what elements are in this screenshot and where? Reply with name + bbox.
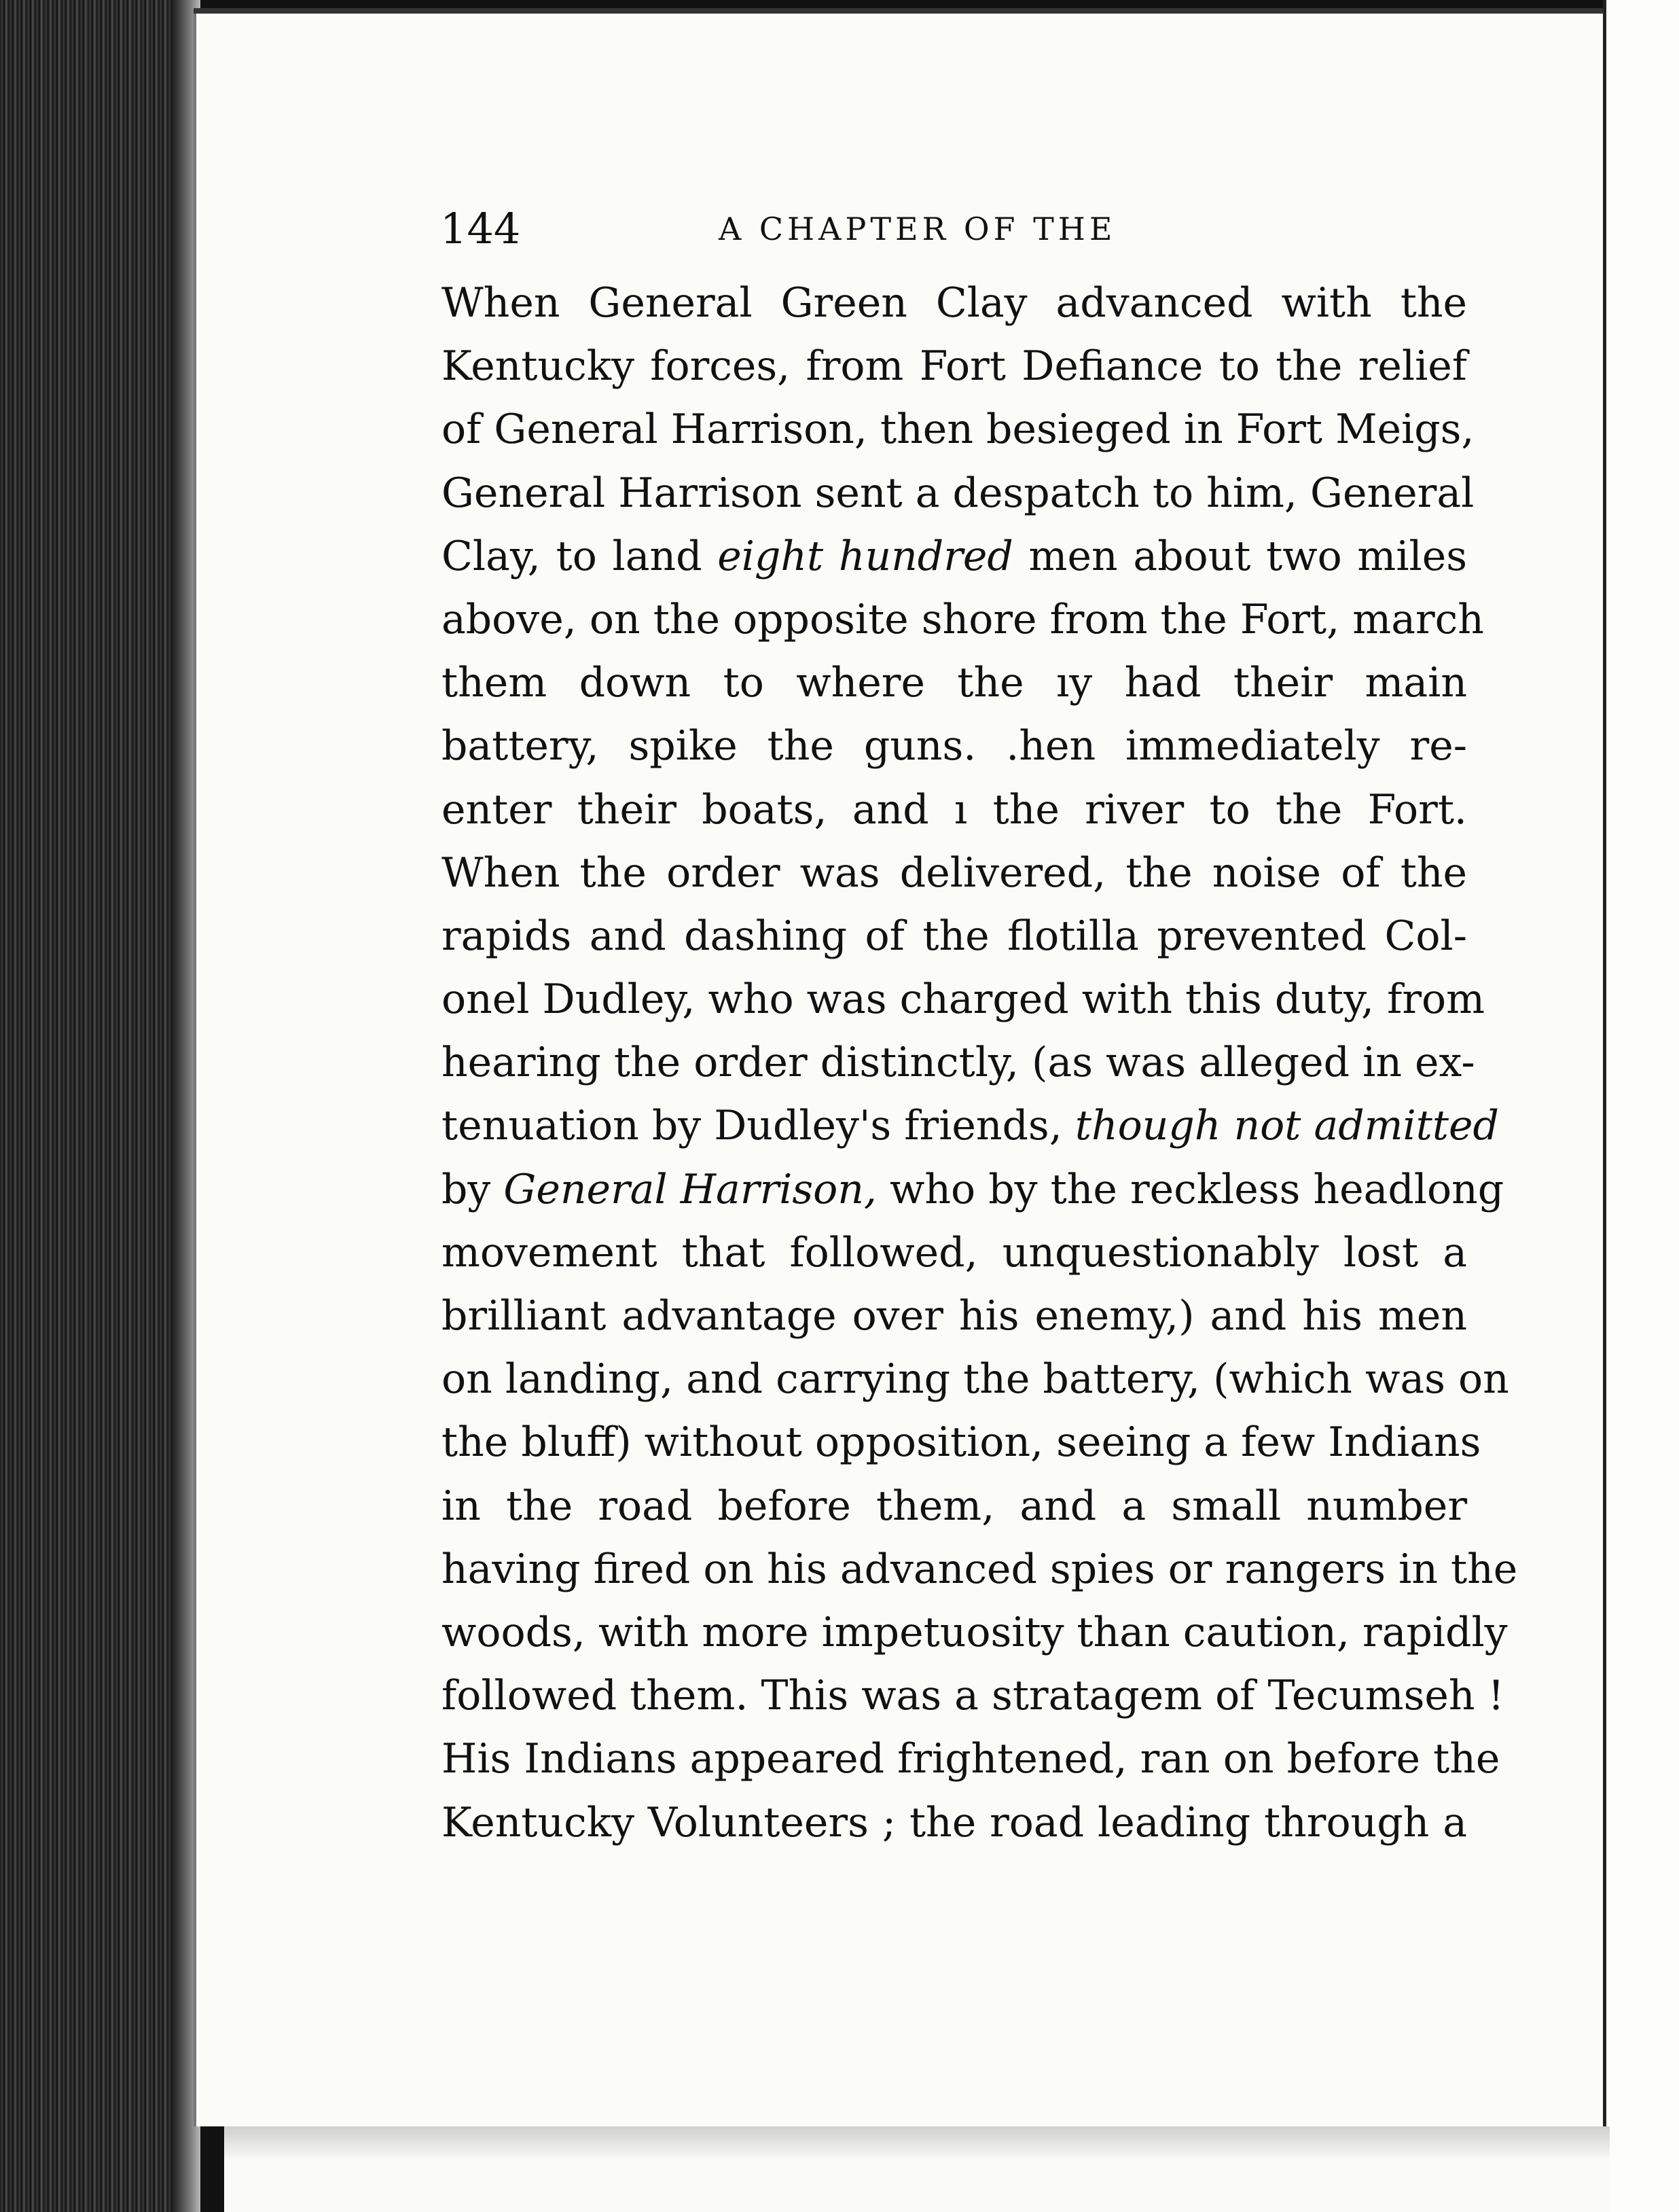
text-line: woods, with more impetuosity than caution, rapidly bbox=[441, 1608, 1508, 1656]
text-line: When General Green Clay advanced with the bbox=[441, 279, 1467, 327]
text-line: movement that followed, unquestionably lost a bbox=[441, 1228, 1467, 1277]
page-header bbox=[440, 204, 1187, 258]
italic-text: though not admitted bbox=[1075, 1102, 1499, 1150]
text-line: onel Dudley, who was charged with this duty, from bbox=[441, 976, 1485, 1024]
text-line: on landing, and carrying the battery, (which was on bbox=[441, 1355, 1509, 1404]
text-line: the bluff) without opposition, seeing a few Indians bbox=[441, 1419, 1481, 1467]
body-text bbox=[441, 272, 1518, 1855]
italic-text: eight hundred bbox=[717, 532, 1013, 580]
text-line: followed them. This was a stratagem of Tecumseh ! bbox=[441, 1672, 1504, 1720]
text-line: enter their boats, and ı the river to the Fort. bbox=[441, 785, 1467, 834]
text-line: them down to where the ıy had their main bbox=[441, 659, 1467, 707]
text-line: Clay, to land eight hundred men about two miles bbox=[441, 532, 1467, 580]
book-gutter bbox=[0, 0, 190, 2212]
text-line: in the road before them, and a small number bbox=[441, 1482, 1467, 1530]
running-head: A CHAPTER OF THE bbox=[719, 211, 1117, 247]
text-line: rapids and dashing of the flotilla prevented Col- bbox=[441, 912, 1467, 960]
text-line: General Harrison sent a despatch to him, General bbox=[441, 469, 1475, 517]
text-line: having fired on his advanced spies or rangers in the bbox=[441, 1545, 1518, 1593]
text-line: of General Harrison, then besieged in Fort Meigs, bbox=[441, 406, 1475, 454]
page-number: 144 bbox=[440, 204, 521, 253]
text-line: by General Harrison, who by the reckless headlong bbox=[441, 1165, 1504, 1213]
page-bottom-edge bbox=[224, 2126, 1610, 2212]
text-line: brilliant advantage over his enemy,) and his men bbox=[441, 1292, 1467, 1340]
text-line: Kentucky forces, from Fort Defiance to the relief bbox=[441, 342, 1467, 391]
text-line: His Indians appeared frightened, ran on before the bbox=[441, 1735, 1500, 1783]
text-line: tenuation by Dudley's friends, though not admitted bbox=[441, 1102, 1499, 1150]
text-line: battery, spike the guns. .hen immediately re- bbox=[441, 722, 1467, 770]
text-line: Kentucky Volunteers ; the road leading through a bbox=[441, 1798, 1467, 1847]
italic-text: General Harrison, bbox=[503, 1165, 877, 1213]
text-line: hearing the order distinctly, (as was alleged in ex- bbox=[441, 1039, 1475, 1087]
scan-margin bbox=[1606, 0, 1679, 2212]
text-line: above, on the opposite shore from the Fort, march bbox=[441, 595, 1484, 643]
text-line: When the order was delivered, the noise of the bbox=[441, 849, 1467, 897]
